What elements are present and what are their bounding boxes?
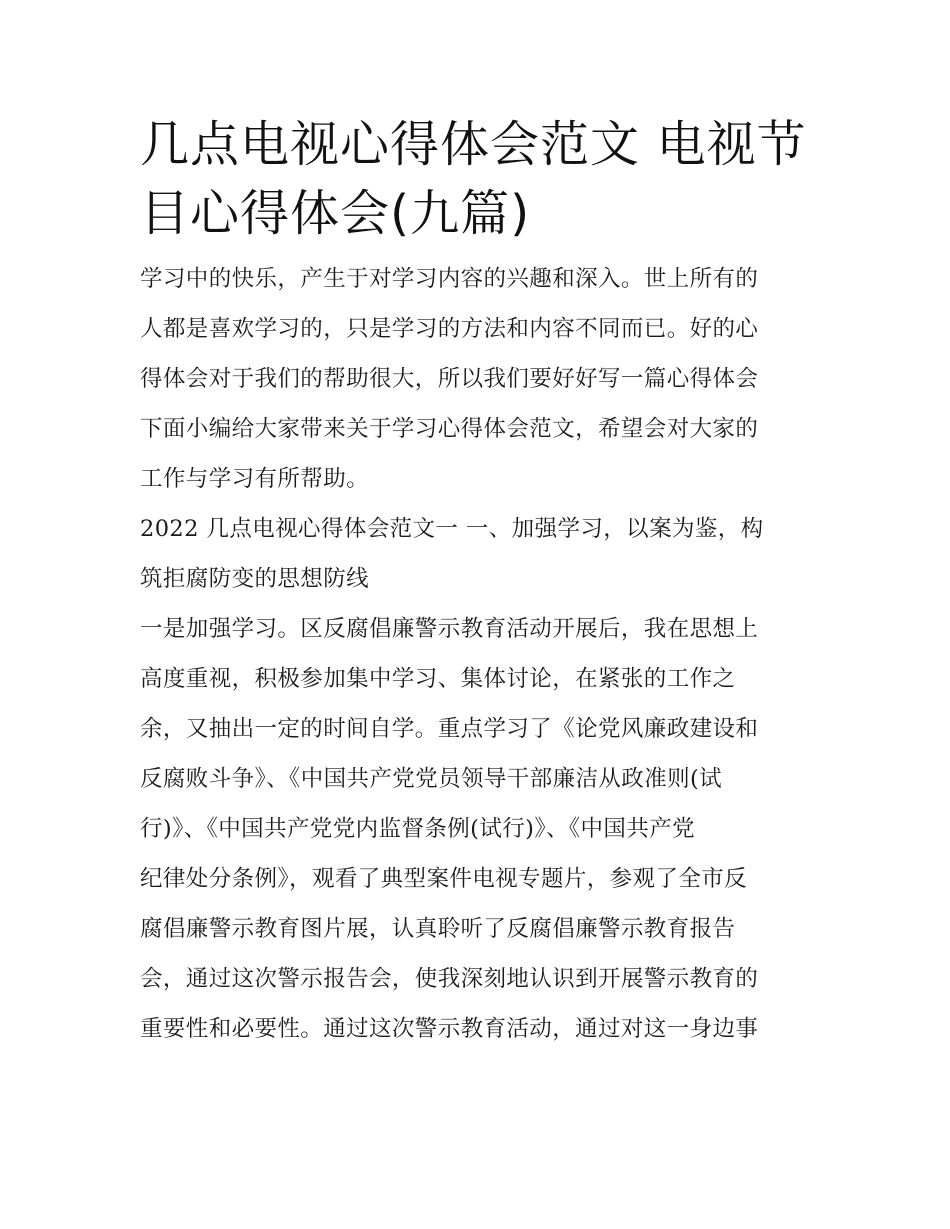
paragraph-line: 重要性和必要性。通过这次警示教育活动，通过对这一身边事 bbox=[140, 1016, 759, 1042]
paragraph-line: 人都是喜欢学习的，只是学习的方法和内容不同而已。好的心 bbox=[140, 316, 759, 342]
document-title bbox=[140, 110, 820, 248]
paragraph-line: 行)》、《中国共产党党内监督条例(试行)》、《中国共产党 bbox=[140, 816, 696, 842]
paragraph-line: 一是加强学习。区反腐倡廉警示教育活动开展后，我在思想上 bbox=[140, 616, 759, 642]
paragraph-line: 得体会对于我们的帮助很大，所以我们要好好写一篇心得体会 bbox=[140, 366, 759, 392]
document-body bbox=[140, 254, 820, 1054]
paragraph-line: 余，又抽出一定的时间自学。重点学习了《论党风廉政建设和 bbox=[140, 716, 759, 742]
section-heading-line: 2022 几点电视心得体会范文一 一、加强学习，以案为鉴，构 bbox=[140, 516, 764, 542]
paragraph-line: 腐倡廉警示教育图片展，认真聆听了反腐倡廉警示教育报告 bbox=[140, 916, 736, 942]
paragraph-line: 下面小编给大家带来关于学习心得体会范文，希望会对大家的 bbox=[140, 416, 759, 442]
section-heading-line: 筑拒腐防变的思想防线 bbox=[140, 566, 370, 592]
title-line: 几点电视心得体会范文 电视节 bbox=[140, 116, 807, 173]
paragraph-line: 工作与学习有所帮助。 bbox=[140, 466, 370, 492]
paragraph-line: 学习中的快乐，产生于对学习内容的兴趣和深入。世上所有的 bbox=[140, 266, 759, 292]
paragraph-line: 高度重视，积极参加集中学习、集体讨论，在紧张的工作之 bbox=[140, 666, 736, 692]
paragraph-line: 反腐败斗争》、《中国共产党党员领导干部廉洁从政准则(试 bbox=[140, 766, 723, 792]
title-line: 目心得体会(九篇) bbox=[140, 185, 531, 242]
document-content bbox=[140, 110, 820, 1054]
paragraph-line: 纪律处分条例》，观看了典型案件电视专题片，参观了全市反 bbox=[140, 866, 748, 892]
paragraph-line: 会，通过这次警示报告会，使我深刻地认识到开展警示教育的 bbox=[140, 966, 759, 992]
